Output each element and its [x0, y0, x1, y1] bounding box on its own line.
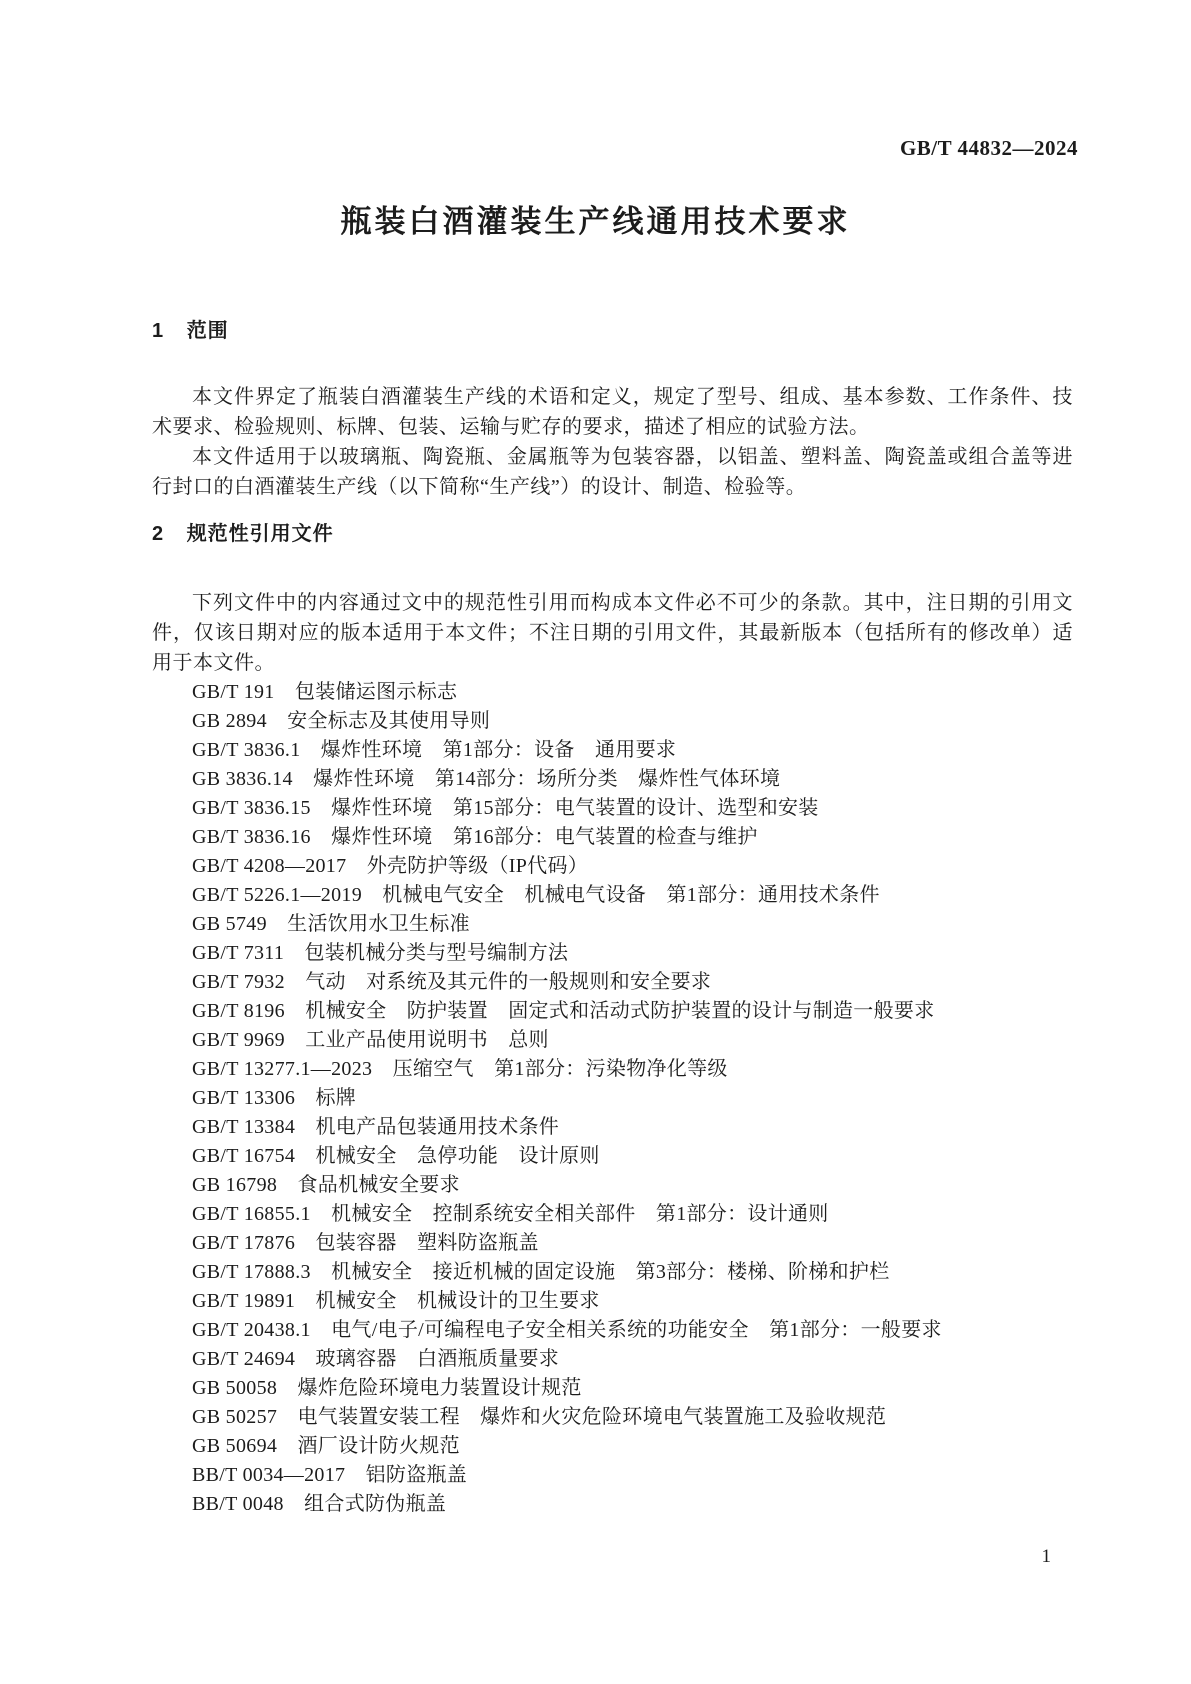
reference-item: GB/T 3836.1 爆炸性环境 第1部分：设备 通用要求 — [192, 739, 677, 761]
reference-item: GB/T 5226.1—2019 机械电气安全 机械电气设备 第1部分：通用技术条件 — [192, 884, 880, 906]
paragraph: 本文件界定了瓶装白酒灌装生产线的术语和定义，规定了型号、组成、基本参数、工作条件、技术要求、检验规则、标牌、包装、运输与贮存的要求，描述了相应的试验方法。 — [152, 386, 1073, 438]
reference-item: GB 16798 食品机械安全要求 — [192, 1174, 460, 1196]
section-heading-scope — [152, 320, 1073, 342]
section-title: 范围 — [186, 320, 229, 342]
page-title: 瓶装白酒灌装生产线通用技术要求 — [340, 204, 851, 239]
paragraph: 本文件适用于以玻璃瓶、陶瓷瓶、金属瓶等为包装容器，以铝盖、塑料盖、陶瓷盖或组合盖等进行封口的白酒灌装生产线（以下简称“生产线”）的设计、制造、检验等。 — [152, 446, 1073, 498]
reference-item: GB/T 20438.1 电气/电子/可编程电子安全相关系统的功能安全 第1部分：一般要求 — [192, 1319, 942, 1341]
document-content — [152, 320, 1073, 1519]
reference-item: BB/T 0048 组合式防伪瓶盖 — [192, 1493, 447, 1515]
reference-item: GB/T 17876 包装容器 塑料防盗瓶盖 — [192, 1232, 539, 1254]
reference-item: GB/T 13306 标牌 — [192, 1087, 357, 1109]
section-number: 1 — [152, 320, 164, 342]
paragraph: 下列文件中的内容通过文中的规范性引用而构成本文件必不可少的条款。其中，注日期的引用文件，仅该日期对应的版本适用于本文件；不注日期的引用文件，其最新版本（包括所有的修改单）适用于本文件。 — [152, 592, 1073, 674]
reference-item: GB 2894 安全标志及其使用导则 — [192, 710, 491, 732]
reference-item: GB/T 16855.1 机械安全 控制系统安全相关部件 第1部分：设计通则 — [192, 1203, 829, 1225]
reference-item: GB 50694 酒厂设计防火规范 — [192, 1435, 460, 1457]
reference-item: GB/T 17888.3 机械安全 接近机械的固定设施 第3部分：楼梯、阶梯和护栏 — [192, 1261, 890, 1283]
section-title: 规范性引用文件 — [186, 523, 334, 545]
reference-item: GB/T 9969 工业产品使用说明书 总则 — [192, 1029, 549, 1051]
references-list — [152, 678, 1073, 1519]
reference-item: GB/T 7311 包装机械分类与型号编制方法 — [192, 942, 569, 964]
reference-item: GB/T 16754 机械安全 急停功能 设计原则 — [192, 1145, 600, 1167]
doc-code: GB/T 44832—2024 — [899, 136, 1078, 160]
reference-item: GB/T 13277.1—2023 压缩空气 第1部分：污染物净化等级 — [192, 1058, 728, 1080]
reference-item: GB 50058 爆炸危险环境电力装置设计规范 — [192, 1377, 582, 1399]
reference-item: GB/T 3836.16 爆炸性环境 第16部分：电气装置的检查与维护 — [192, 826, 758, 848]
section-number: 2 — [152, 523, 164, 545]
reference-item: GB/T 3836.15 爆炸性环境 第15部分：电气装置的设计、选型和安装 — [192, 797, 819, 819]
reference-item: GB 50257 电气装置安装工程 爆炸和火灾危险环境电气装置施工及验收规范 — [192, 1406, 887, 1428]
reference-item: GB 5749 生活饮用水卫生标准 — [192, 913, 470, 935]
page-number: 1 — [1041, 1546, 1051, 1567]
reference-item: GB/T 19891 机械安全 机械设计的卫生要求 — [192, 1290, 600, 1312]
reference-item: GB/T 7932 气动 对系统及其元件的一般规则和安全要求 — [192, 971, 712, 993]
reference-item: GB/T 191 包装储运图示标志 — [192, 681, 458, 703]
reference-item: GB/T 8196 机械安全 防护装置 固定式和活动式防护装置的设计与制造一般要求 — [192, 1000, 935, 1022]
reference-item: BB/T 0034—2017 铝防盗瓶盖 — [192, 1464, 468, 1486]
reference-item: GB/T 24694 玻璃容器 白酒瓶质量要求 — [192, 1348, 560, 1370]
section-heading-normative-references — [152, 523, 1073, 545]
reference-item: GB 3836.14 爆炸性环境 第14部分：场所分类 爆炸性气体环境 — [192, 768, 781, 790]
reference-item: GB/T 13384 机电产品包装通用技术条件 — [192, 1116, 560, 1138]
reference-item: GB/T 4208—2017 外壳防护等级（IP代码） — [192, 855, 589, 877]
